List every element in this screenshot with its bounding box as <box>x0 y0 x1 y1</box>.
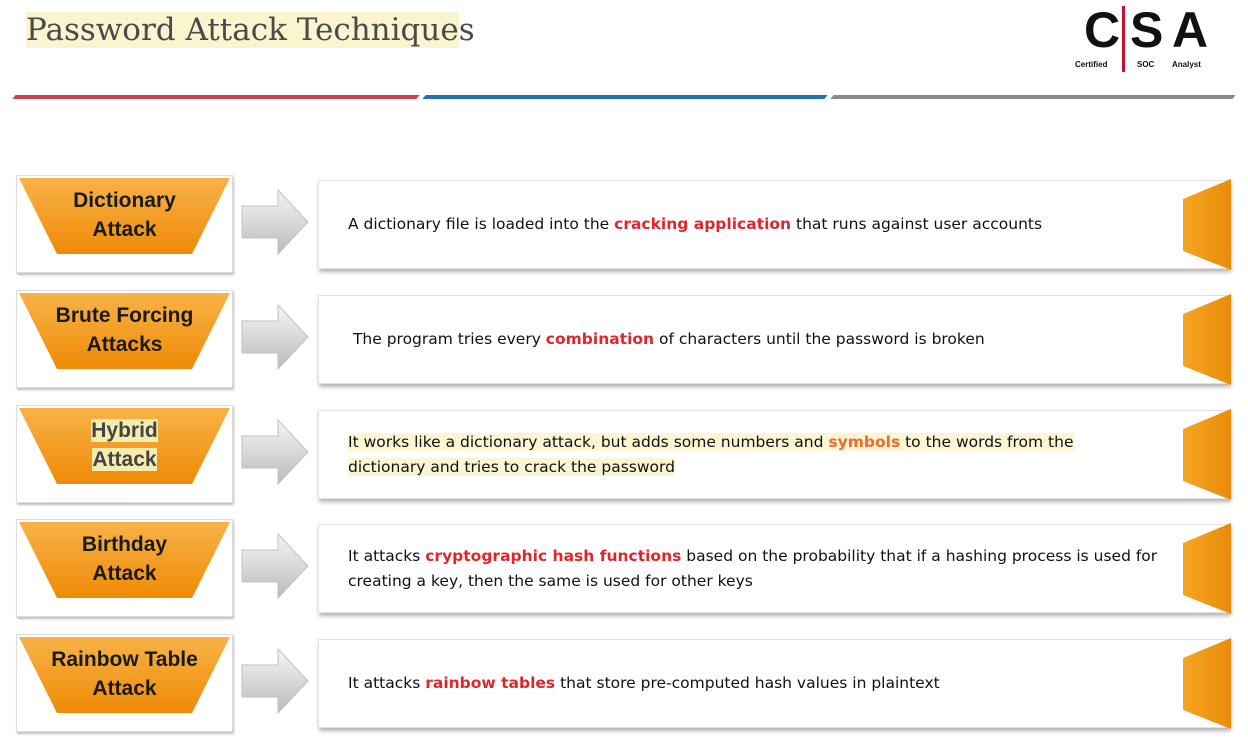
technique-description-box <box>318 295 1230 384</box>
technique-label <box>17 645 232 703</box>
slide-title-main: Password Attack Technique <box>26 12 459 48</box>
description-emphasis: cracking application <box>614 215 792 233</box>
arrow-right-icon <box>240 188 310 256</box>
technique-label <box>17 186 232 244</box>
technique-label-line2: Attacks <box>86 333 163 356</box>
technique-label-line1: Brute Forcing <box>55 304 194 327</box>
technique-label-line1: Rainbow Table <box>51 648 198 671</box>
orange-end-tab <box>1183 523 1231 614</box>
header-rule-blue <box>422 95 827 99</box>
technique-description <box>348 640 1198 727</box>
logo-word-certified: Certified <box>1075 60 1108 69</box>
description-text-after: that store pre-computed hash values in plaintext <box>555 674 940 692</box>
header-rule-gray <box>830 95 1235 99</box>
technique-label-box <box>16 519 233 617</box>
description-text: The program tries every <box>348 330 546 348</box>
technique-description <box>348 411 1198 498</box>
orange-end-tab <box>1183 409 1231 500</box>
technique-label-line1: Dictionary <box>73 189 176 212</box>
description-text: It attacks <box>348 546 426 565</box>
technique-label <box>17 301 232 359</box>
arrow-right-icon <box>240 418 310 486</box>
description-text: It works like a dictionary attack, but adds some numbers and <box>348 432 829 451</box>
technique-label <box>17 530 232 588</box>
technique-description <box>348 525 1198 612</box>
technique-label-line2: Attack <box>92 677 157 700</box>
orange-end-tab <box>1183 638 1231 729</box>
logo-letters <box>1072 4 1212 56</box>
technique-label-line1: Hybrid <box>91 419 158 442</box>
technique-label-line1: Birthday <box>81 533 168 556</box>
technique-label-line2: Attack <box>92 448 157 471</box>
technique-label-box <box>16 634 233 732</box>
logo-letter-a: A <box>1172 2 1209 58</box>
technique-row-rainbow-table <box>0 634 1248 734</box>
arrow-right-icon <box>240 647 310 715</box>
description-text-after: based on the probability that if a hashing process is used for creating a key, then the same is used for other keys <box>348 546 1158 590</box>
technique-label-box <box>16 175 233 273</box>
description-text-after: that runs against user accounts <box>791 215 1043 233</box>
technique-row-brute-force <box>0 290 1248 390</box>
description-emphasis: combination <box>545 330 655 348</box>
logo-word-soc: SOC <box>1137 60 1155 69</box>
technique-row-hybrid <box>0 405 1248 505</box>
description-emphasis: rainbow tables <box>425 674 556 692</box>
csa-logo <box>1072 4 1212 74</box>
technique-description-box <box>318 410 1230 499</box>
technique-description <box>348 296 1198 383</box>
logo-letter-c: C <box>1084 2 1121 58</box>
description-text-after: of characters until the password is broken <box>654 330 985 348</box>
description-text-after: to the words from the dictionary and tries to crack the password <box>348 432 1074 476</box>
technique-label-box <box>16 405 233 503</box>
header-rule-red <box>12 95 419 99</box>
technique-label-line2: Attack <box>92 218 157 241</box>
arrow-right-icon <box>240 303 310 371</box>
technique-description-box <box>318 524 1230 613</box>
technique-description-box <box>318 180 1230 269</box>
arrow-right-icon <box>240 532 310 600</box>
description-text: A dictionary file is loaded into the <box>348 215 615 233</box>
technique-row-dictionary <box>0 175 1248 275</box>
technique-label <box>17 416 232 474</box>
technique-row-birthday <box>0 519 1248 619</box>
slide-title <box>26 12 475 48</box>
description-emphasis: symbols <box>828 432 901 451</box>
logo-divider <box>1122 6 1125 72</box>
technique-label-line2: Attack <box>92 562 157 585</box>
technique-description-box <box>318 639 1230 728</box>
technique-label-box <box>16 290 233 388</box>
orange-end-tab <box>1183 179 1231 270</box>
logo-letter-s: S <box>1130 2 1164 58</box>
description-text: It attacks <box>348 674 426 692</box>
technique-description <box>348 181 1198 268</box>
slide-title-tail: s <box>458 12 475 48</box>
description-emphasis: cryptographic hash functions <box>425 546 682 565</box>
logo-word-analyst: Analyst <box>1172 60 1201 69</box>
orange-end-tab <box>1183 294 1231 385</box>
